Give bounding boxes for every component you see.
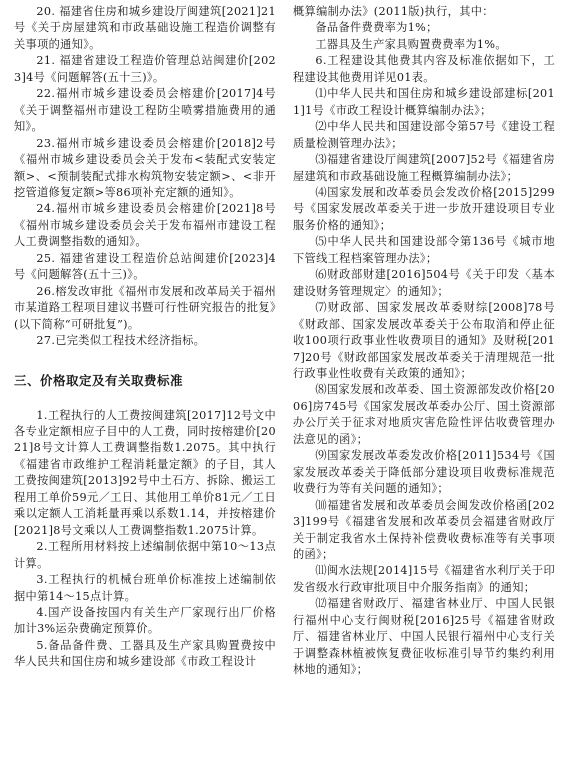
paragraph: 备品备件费费率为1%； [315,21,438,35]
paragraph: 3.工程执行的机械台班单价标准按上述编制依据中第14～15点计算。 [14,573,276,603]
paragraph: ⑻国家发展和改革委、国土资源部发改价格[2006]房745号《国家发展改革委办公厅、国土资源部办公厅关于征求对地质灾害危险性评估收费管理办法意见的函》； [293,383,555,446]
paragraph: 26.榕发改审批《福州市发展和改革局关于福州市某道路工程项目建议书暨可行性研究报告的批复》(以下简称“可研批复”)。 [14,284,276,331]
paragraph: 25. 福建省建设工程造价总站闽建价[2023]4号《问题解答(五十三)》。 [14,251,276,282]
paragraph: ⑿福建省财政厅、福建省林业厅、中国人民银行福州中心支行闽财税[2016]25号《福建省财政厅、福建省林业厅、中国人民银行福州中心支行关于调整森林植被恢复费征收标准引导节约集约利用林地的通知》； [293,597,555,677]
paragraph: 概算编制办法》(2011版)执行，其中： [293,5,494,18]
paragraph: ⑵中华人民共和国建设部令第57号《建设工程质量检测管理办法》； [293,120,555,150]
paragraph: ⑶福建省建设厅闽建筑[2007]52号《福建省房屋建筑和市政基础设施工程概算编制办法》； [293,153,555,183]
left-column [14,4,276,671]
paragraph: 20. 福建省住房和城乡建设厅闽建筑[2021]21号《关于房屋建筑和市政基础设施工程造价调整有关事项的通知》。 [14,5,276,51]
paragraph: 27.已完类似工程技术经济指标。 [36,334,206,348]
right-column [293,4,555,679]
pricing-standards-list [14,408,276,671]
paragraph: ⑾闽水法规[2014]15号《福建省水利厅关于印发省级水行政审批项目中介服务指南》的通知； [293,564,555,594]
paragraph: 工器具及生产家具购置费费率为1%。 [315,37,507,51]
paragraph: 21. 福建省建设工程造价管理总站闽建价[2023]4号《问题解答(五十三)》。 [14,54,276,84]
paragraph: ⑷国家发展和改革委员会发改价格[2015]299号《国家发展改革委关于进一步放开建设项目专业服务价格的通知》； [293,185,555,232]
paragraph: 1.工程执行的人工费按闽建筑[2017]12号文中各专业定额相应子目中的人工费，同时按榕建价[2021]8号文计算人工费调整指数1.2075。其中执行《福建省市政维护工程消耗量定额》的子目，其人工费按闽建筑[2013]92号中土石方、拆除、搬运工程用工单价59元／工日、其他用工单价81元／工日乘以定额人工消耗量再乘以系数1.14，并按榕建价[2021]8号文乘以人工费调整指数1.2075计算。 [14,408,276,537]
paragraph: ⑺财政部、国家发展改革委财综[2008]78号《财政部、国家发展改革委关于公布取消和停止征收100项行政事业性收费项目的通知》及财税[2017]20号《财政部国家发展改革委关于清理规范一批行政事业性收费有关政策的通知》； [293,301,555,380]
paragraph: 23.福州市城乡建设委员会榕建价[2018]2号《福州市城乡建设委员会关于发布<装配式安装定额>、<预制装配式排水构筑物安装定额>、<非开挖管道修复定额>等86项补充定额的通知》。 [14,136,276,199]
paragraph: 5.备品备件费、工器具及生产家具购置费按中华人民共和国住房和城乡建设部《市政工程设计 [14,638,276,669]
basis-list-continued [14,4,276,350]
paragraph: ⑼国家发展改革委发改价格[2011]534号《国家发展改革委关于降低部分建设项目收费标准规范收费行为等有关问题的通知》； [293,449,555,496]
paragraph: 24.福州市城乡建设委员会榕建价[2021]8号《福州市城乡建设委员会关于发布福州市建设工程人工费调整指数的通知》。 [14,202,276,249]
paragraph: 6.工程建设其他费其内容及标准依据如下，工程建设其他费用详见01表。 [293,54,555,84]
other-fees-list [293,4,555,679]
paragraph: 22.福州市城乡建设委员会榕建价[2017]4号《关于调整福州市建设工程防尘喷雾措施费用的通知》。 [14,87,276,134]
paragraph: ⑴中华人民共和国住房和城乡建设部建标[2011]1号《市政工程设计概算编制办法》； [293,87,555,117]
paragraph: ⑹财政部财建[2016]504号《关于印发〈基本建设财务管理规定〉的通知》； [293,268,555,298]
section-heading: 三、价格取定及有关取费标准 [14,372,184,388]
paragraph: 2.工程所用材料按上述编制依据中第10～13点计算。 [14,540,276,570]
paragraph: ⑸中华人民共和国建设部令第136号《城市地下管线工程档案管理办法》； [293,235,555,265]
paragraph: ⑽福建省发展和改革委员会闽发改价格函[2023]199号《福建省发展和改革委员会福建省财政厅关于制定我省水土保持补偿费收费标准等有关事项的函》； [293,498,555,561]
paragraph: 4.国产设备按国内有关生产厂家现行出厂价格加计3%运杂费确定预算价。 [14,605,276,636]
